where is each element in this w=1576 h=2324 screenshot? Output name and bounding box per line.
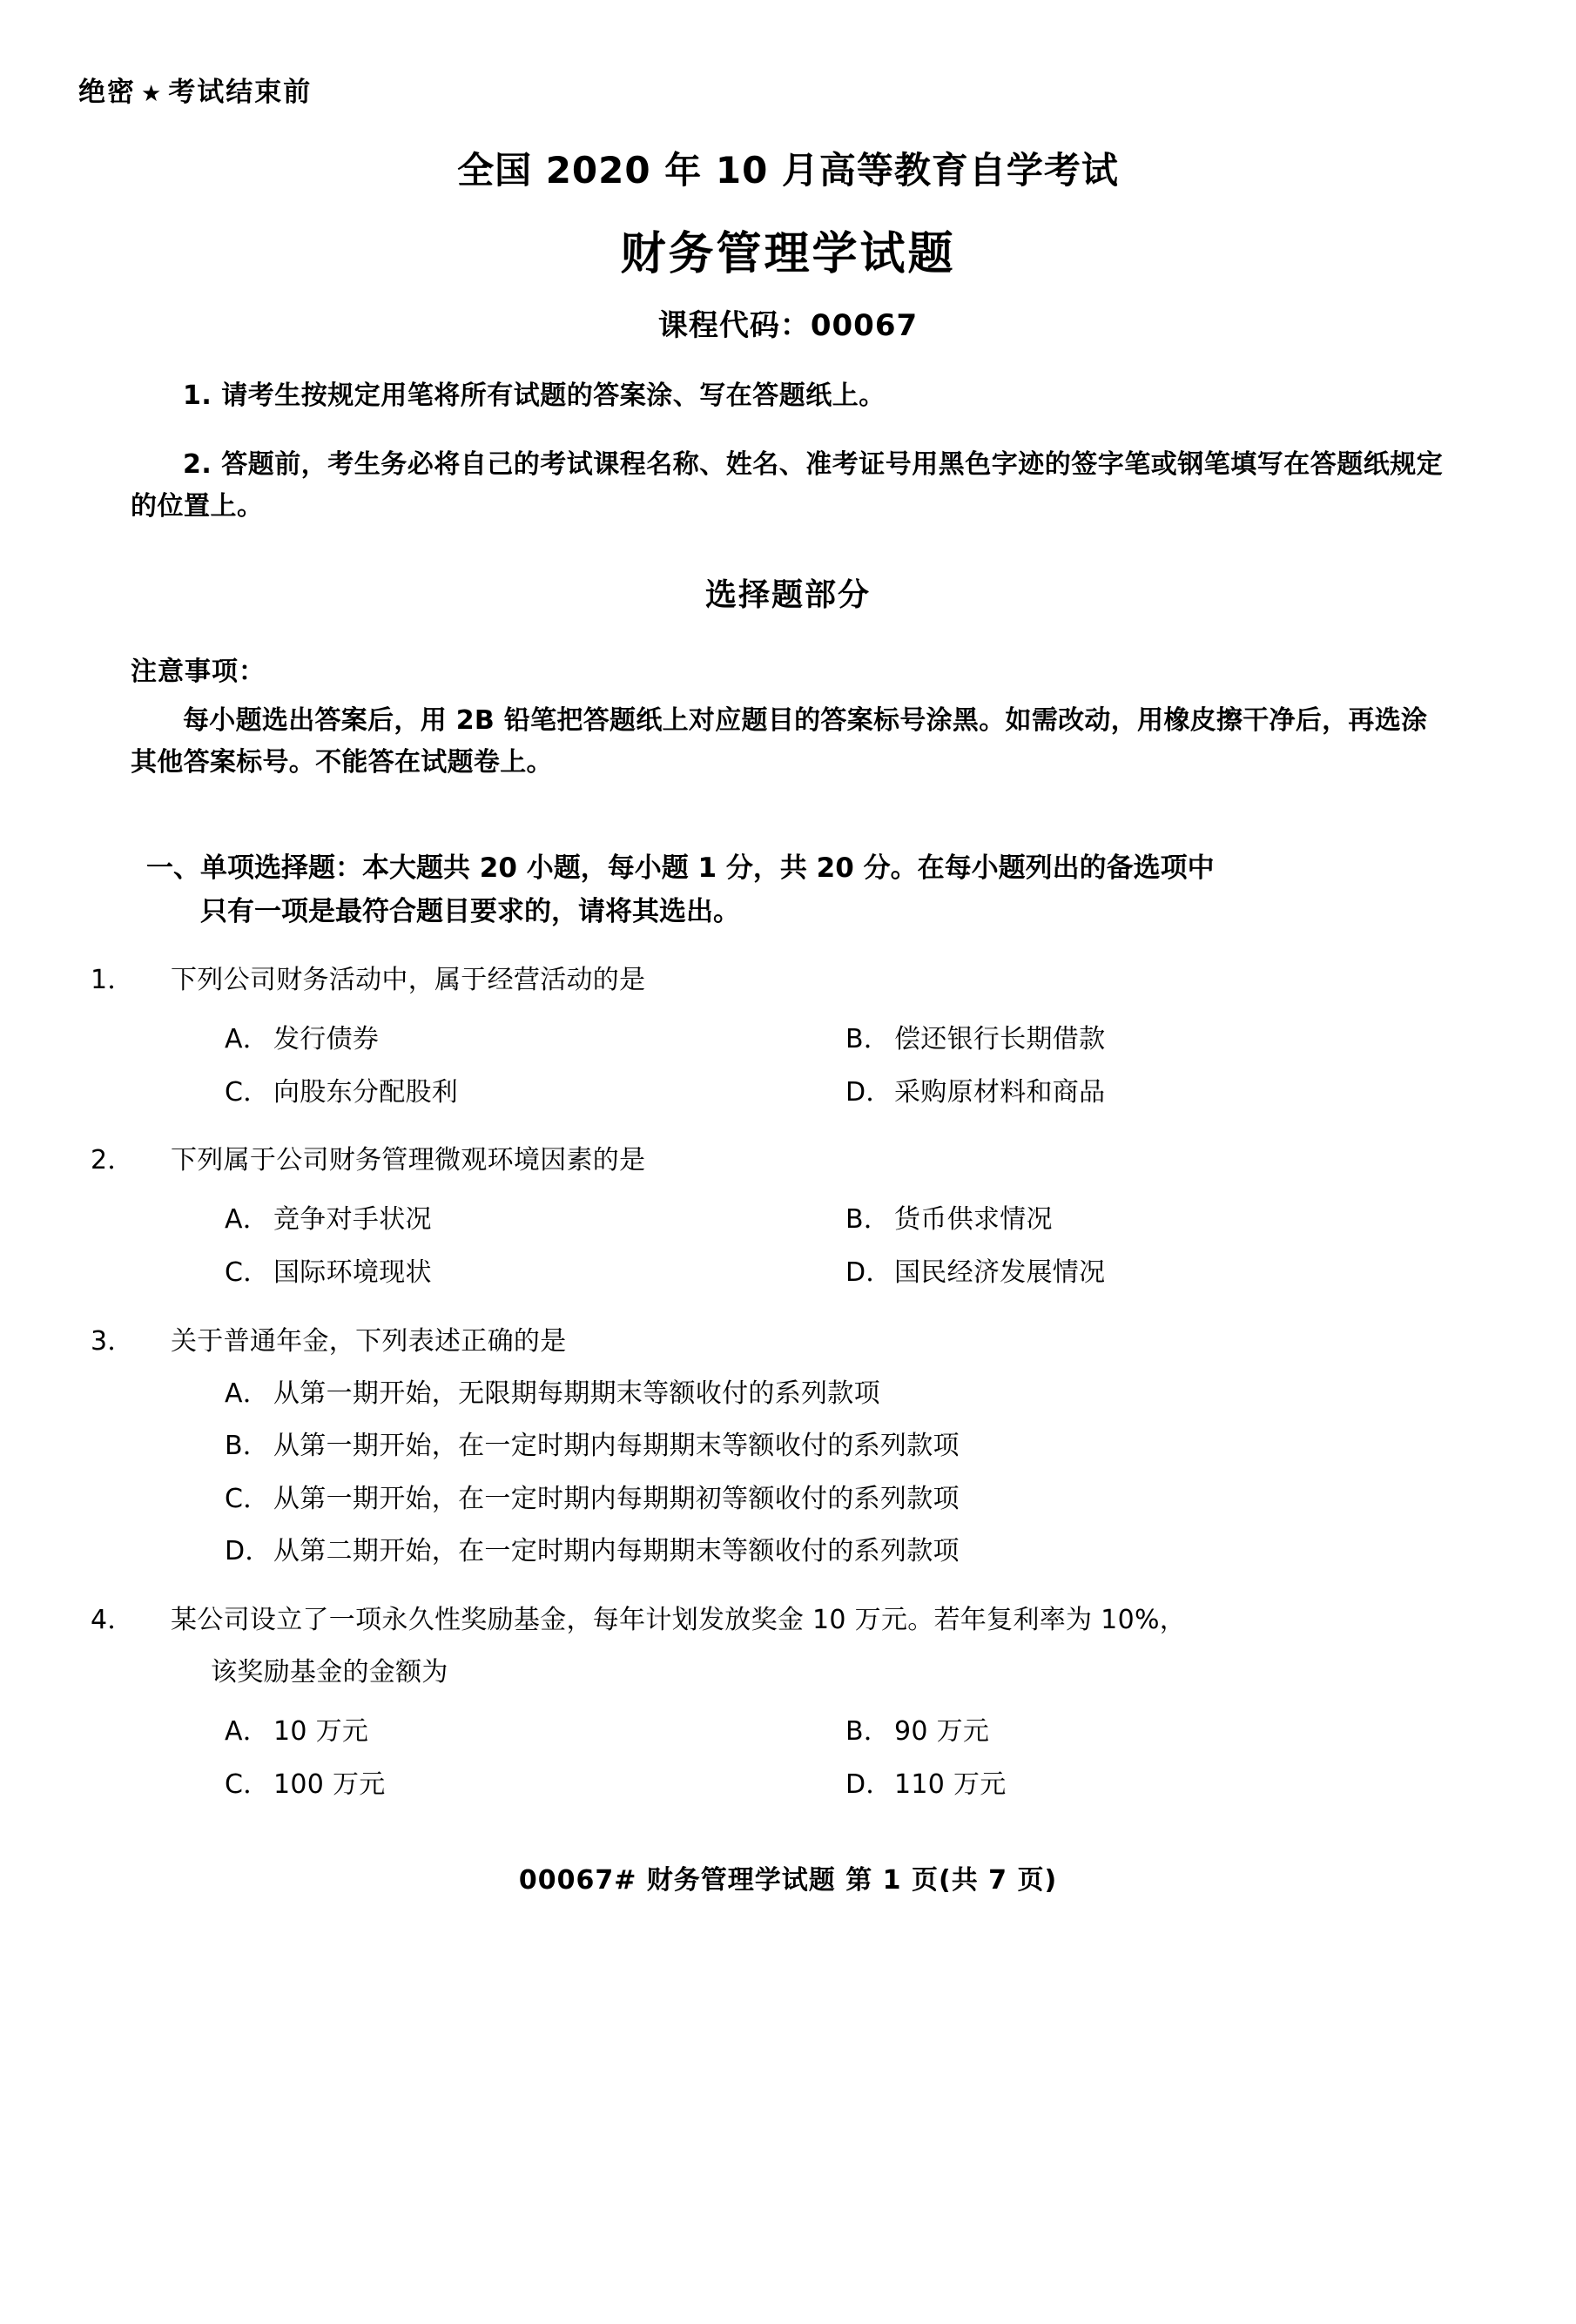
option-label: D． [845, 1076, 892, 1108]
option-c[interactable] [131, 1242, 788, 1295]
instruction-1: 1. 请考生按规定用笔将所有试题的答案涂、写在答题纸上。 [183, 381, 886, 411]
paper-title: 财务管理学试题 [620, 228, 956, 280]
option-a[interactable] [131, 1008, 788, 1061]
option-c[interactable] [131, 1468, 1445, 1521]
star-icon: ★ [141, 81, 164, 107]
section-heading: 选择题部分 [704, 576, 871, 613]
option-a[interactable] [131, 1189, 788, 1242]
option-label: B． [225, 1431, 270, 1462]
option-text: 国民经济发展情况 [894, 1256, 1106, 1288]
option-text: 90 万元 [894, 1715, 990, 1747]
question-number: 3． [91, 1325, 134, 1357]
option-text: 货币供求情况 [894, 1204, 1053, 1236]
option-text: 从第一期开始，无限期每期期末等额收付的系列款项 [273, 1378, 880, 1409]
option-label: B． [845, 1024, 891, 1055]
option-list [131, 1189, 1445, 1294]
question-text: 关于普通年金，下列表述正确的是 [171, 1325, 567, 1357]
option-label: A． [225, 1715, 270, 1747]
option-text: 100 万元 [273, 1768, 386, 1800]
question-number: 4． [91, 1604, 134, 1635]
option-text: 从第二期开始，在一定时期内每期期末等额收付的系列款项 [273, 1536, 960, 1567]
option-label: C． [225, 1256, 270, 1288]
secret-note: 考试结束前 [168, 77, 313, 108]
option-text: 偿还银行长期借款 [894, 1024, 1106, 1055]
option-text: 110 万元 [894, 1768, 1007, 1800]
part-heading-line1: 一、单项选择题：本大题共 20 小题，每小题 1 分，共 20 分。在每小题列出的备选项中 [146, 852, 1215, 884]
question-item [91, 960, 1445, 1114]
option-label: B． [845, 1715, 891, 1747]
question-item [91, 1600, 1445, 1806]
option-label: B． [845, 1204, 891, 1236]
option-a[interactable] [131, 1363, 1445, 1416]
option-text: 从第一期开始，在一定时期内每期期初等额收付的系列款项 [273, 1483, 960, 1514]
option-label: D． [845, 1768, 892, 1800]
option-b[interactable] [788, 1008, 1445, 1061]
question-item [91, 1140, 1445, 1294]
secret-label: 绝密 [78, 77, 136, 108]
question-text-continued: 该奖励基金的金额为 [211, 1656, 448, 1687]
option-a[interactable] [131, 1701, 788, 1754]
notice-body: 每小题选出答案后，用 2B 铅笔把答题纸上对应题目的答案标号涂黑。如需改动，用橡皮擦干净后，再选涂其他答案标号。不能答在试题卷上。 [131, 704, 1428, 778]
part-heading [131, 847, 1445, 933]
question-stem [91, 1140, 1445, 1182]
option-b[interactable] [788, 1189, 1445, 1242]
page-footer: 00067# 财务管理学试题 第 1 页(共 7 页) [518, 1865, 1058, 1896]
option-text: 从第一期开始，在一定时期内每期期末等额收付的系列款项 [273, 1431, 960, 1462]
option-list [131, 1363, 1445, 1573]
course-code: 课程代码：00067 [657, 308, 919, 343]
option-d[interactable] [788, 1061, 1445, 1115]
option-text: 向股东分配股利 [273, 1076, 459, 1108]
option-label: D． [225, 1536, 272, 1567]
option-text: 国际环境现状 [273, 1256, 432, 1288]
option-list [131, 1008, 1445, 1114]
notice-label: 注意事项： [131, 656, 266, 687]
question-text: 某公司设立了一项永久性奖励基金，每年计划发放奖金 10 万元。若年复利率为 10%， [171, 1604, 1187, 1635]
question-number: 2． [91, 1145, 134, 1176]
option-text: 发行债券 [273, 1024, 380, 1055]
option-text: 采购原材料和商品 [894, 1076, 1106, 1108]
option-label: A． [225, 1378, 270, 1409]
option-d[interactable] [788, 1754, 1445, 1807]
option-d[interactable] [131, 1520, 1445, 1573]
option-label: A． [225, 1204, 270, 1236]
question-text: 下列属于公司财务管理微观环境因素的是 [171, 1145, 646, 1176]
option-d[interactable] [788, 1242, 1445, 1295]
option-label: C． [225, 1076, 270, 1108]
option-label: D． [845, 1256, 892, 1288]
question-stem [91, 960, 1445, 1001]
option-list [131, 1701, 1445, 1806]
option-label: C． [225, 1483, 270, 1514]
question-stem [91, 1600, 1445, 1694]
part-heading-line2: 只有一项是最符合题目要求的，请将其选出。 [200, 895, 740, 927]
option-label: C． [225, 1768, 270, 1800]
question-stem [91, 1321, 1445, 1363]
question-item [91, 1321, 1445, 1573]
secret-line [78, 70, 1445, 109]
exam-title: 全国 2020 年 10 月高等教育自学考试 [457, 149, 1119, 192]
option-b[interactable] [788, 1701, 1445, 1754]
option-c[interactable] [131, 1061, 788, 1115]
instruction-2: 2. 答题前，考生务必将自己的考试课程名称、姓名、准考证号用黑色字迹的签字笔或钢笔填写在答题纸规定的位置上。 [131, 448, 1444, 522]
option-text: 10 万元 [273, 1715, 369, 1747]
option-c[interactable] [131, 1754, 788, 1807]
question-number: 1． [91, 965, 134, 996]
option-text: 竞争对手状况 [273, 1204, 432, 1236]
option-label: A． [225, 1024, 270, 1055]
option-b[interactable] [131, 1415, 1445, 1468]
question-text: 下列公司财务活动中，属于经营活动的是 [171, 965, 646, 996]
